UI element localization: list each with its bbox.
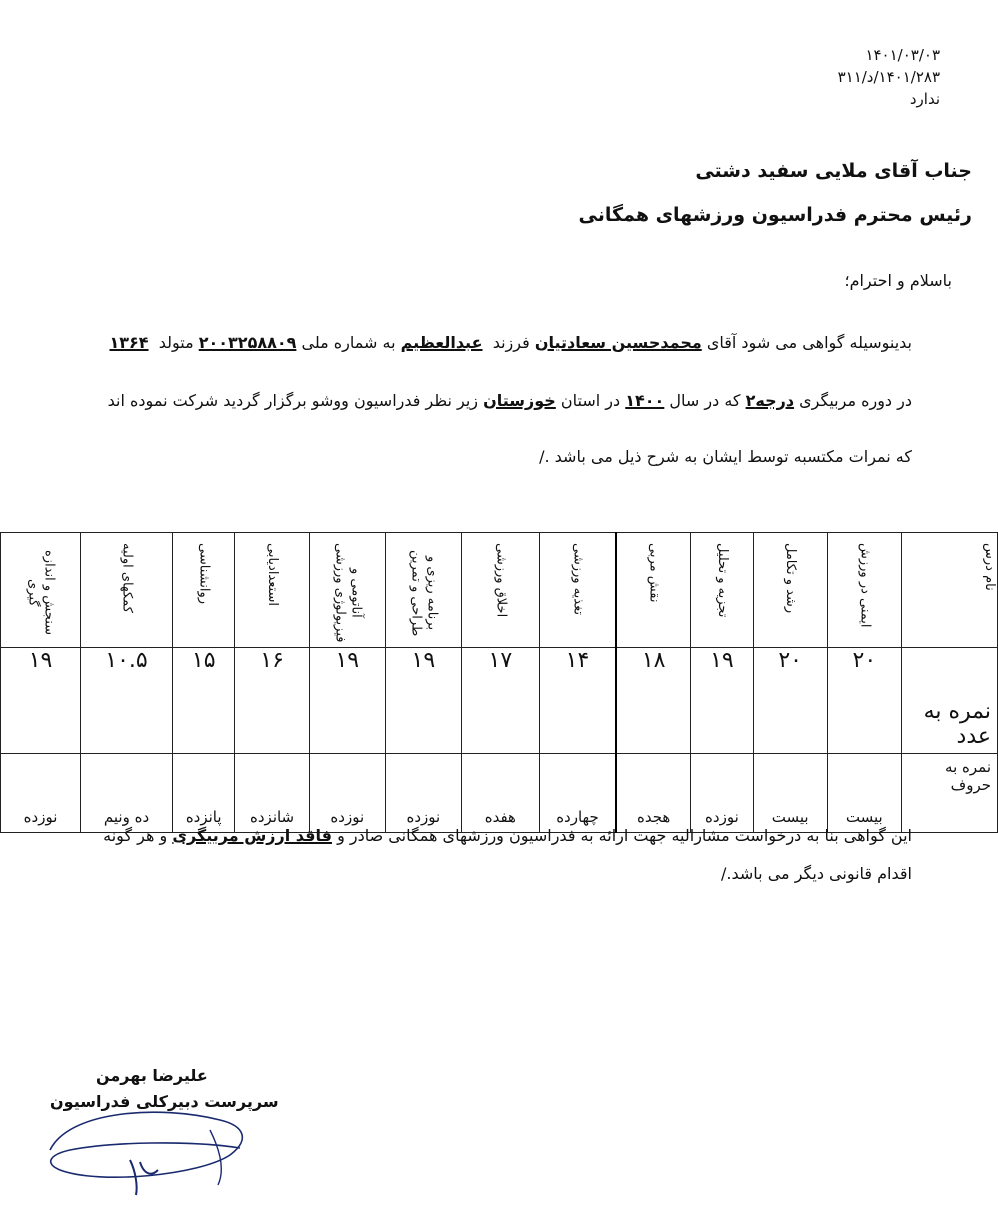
addressee-name: جناب آقای ملایی سفید دشتی	[695, 160, 972, 182]
course-cell	[235, 533, 309, 648]
body-text: که در سال	[669, 391, 741, 410]
numeric-score: ۱۹	[691, 648, 753, 754]
numeric-score: ۱۸	[616, 648, 691, 754]
signatory-title: سرپرست دبیرکلی فدراسیون	[50, 1092, 279, 1111]
birth-year: ۱۳۶۴	[109, 333, 149, 352]
course-name: برنامه ریزی و طراحی و تمرین	[408, 549, 440, 637]
body-text: فرزند	[492, 333, 530, 352]
numeric-score: ۱۹	[1, 648, 81, 754]
word-score: پانزده	[172, 754, 234, 833]
word-label: نمره به حروف	[901, 754, 997, 833]
course-name: رشد و تکامل	[783, 543, 799, 614]
word-score: نوزده	[691, 754, 753, 833]
grade-level: درجه۲	[745, 391, 795, 410]
course-cell	[309, 533, 385, 648]
course-cell	[691, 533, 753, 648]
course-header-row	[1, 533, 998, 648]
numeric-score-row	[1, 648, 998, 754]
course-name: استعدادیابی	[265, 543, 281, 606]
grades-table	[0, 532, 998, 833]
course-cell	[827, 533, 901, 648]
body-text: زیر نظر فدراسیون ووشو برگزار گردید شرکت نموده اند	[107, 391, 479, 410]
note-line-2: اقدام قانونی دیگر می باشد./	[721, 864, 912, 883]
word-score: هجده	[616, 754, 691, 833]
province: خوزستان	[483, 391, 556, 410]
handwritten-signature	[40, 1100, 260, 1200]
body-text: در دوره مربیگری	[799, 391, 912, 410]
course-cell	[1, 533, 81, 648]
word-score: شانزده	[235, 754, 309, 833]
signatory-name: علیرضا بهرمن	[96, 1066, 208, 1085]
father-name: عبدالعظیم	[400, 333, 483, 352]
course-cell	[539, 533, 616, 648]
numeric-score: ۲۰	[827, 648, 901, 754]
body-line-1	[109, 333, 912, 352]
numeric-label: نمره به عدد	[901, 648, 997, 754]
letter-date: ۱۴۰۱/۰۳/۰۳	[865, 46, 940, 64]
note-line-1	[0, 818, 912, 854]
body-text: بدینوسیله گواهی می شود آقای	[706, 333, 912, 352]
word-score: بیست	[827, 754, 901, 833]
course-name: تغذیه ورزشی	[570, 543, 586, 615]
note-text: این گواهی بنا به درخواست مشارالیه جهت ارائه به فدراسیون ورزشهای همگانی صادر و	[337, 826, 912, 845]
numeric-score: ۱۹	[385, 648, 461, 754]
word-score: بیست	[753, 754, 827, 833]
person-name: محمدحسین سعادتیان	[534, 333, 702, 352]
letter-attachment: ندارد	[909, 90, 940, 108]
numeric-score: ۱۴	[539, 648, 616, 754]
course-cell	[81, 533, 173, 648]
course-label-cell	[901, 533, 997, 648]
national-id: ۲۰۰۳۲۵۸۸۰۹	[198, 333, 297, 352]
course-cell	[753, 533, 827, 648]
numeric-score: ۱۹	[309, 648, 385, 754]
course-name: ایمنی در ورزش	[857, 543, 873, 628]
course-name: آناتومی و فیزیولوژی ورزشی	[332, 543, 364, 643]
course-name: کمکهای اولیه	[119, 543, 135, 613]
word-score: نوزده	[309, 754, 385, 833]
course-name: تجزیه و تحلیل	[714, 543, 730, 618]
course-name: سنجش و اندازه گیری	[25, 550, 57, 636]
word-score: نوزده	[385, 754, 461, 833]
course-label: نام درس	[982, 543, 997, 591]
body-text: به شماره ملی	[301, 333, 396, 352]
course-name: اخلاق ورزشی	[493, 543, 509, 618]
body-text: متولد	[158, 333, 194, 352]
course-year: ۱۴۰۰	[625, 391, 665, 410]
course-cell	[461, 533, 539, 648]
word-score: هفده	[461, 754, 539, 833]
course-cell	[616, 533, 691, 648]
numeric-score: ۱۵	[172, 648, 234, 754]
course-cell	[385, 533, 461, 648]
note-text: و هر گونه	[103, 826, 168, 845]
addressee-title: رئیس محترم فدراسیون ورزشهای همگانی	[578, 204, 972, 226]
course-cell	[172, 533, 234, 648]
body-text: در استان	[560, 391, 621, 410]
salutation: باسلام و احترام؛	[844, 271, 952, 290]
note-emphasis: فاقد ارزش مربیگری	[172, 826, 332, 845]
body-line-2	[108, 391, 912, 410]
numeric-score: ۱۰.۵	[81, 648, 173, 754]
letter-meta	[700, 44, 940, 110]
numeric-score: ۱۶	[235, 648, 309, 754]
numeric-score: ۲۰	[753, 648, 827, 754]
course-name: نقش مربی	[646, 543, 662, 603]
course-name: روانشناسی	[196, 543, 212, 604]
word-score: چهارده	[539, 754, 616, 833]
word-score: نوزده	[1, 754, 81, 833]
numeric-score: ۱۷	[461, 648, 539, 754]
letter-number: ۱۴۰۱/۲۸۳/د/۳۱۱	[837, 68, 940, 86]
word-score: ده ونیم	[81, 754, 173, 833]
body-line-3: که نمرات مکتسبه توسط ایشان به شرح ذیل می باشد ./	[539, 447, 912, 466]
